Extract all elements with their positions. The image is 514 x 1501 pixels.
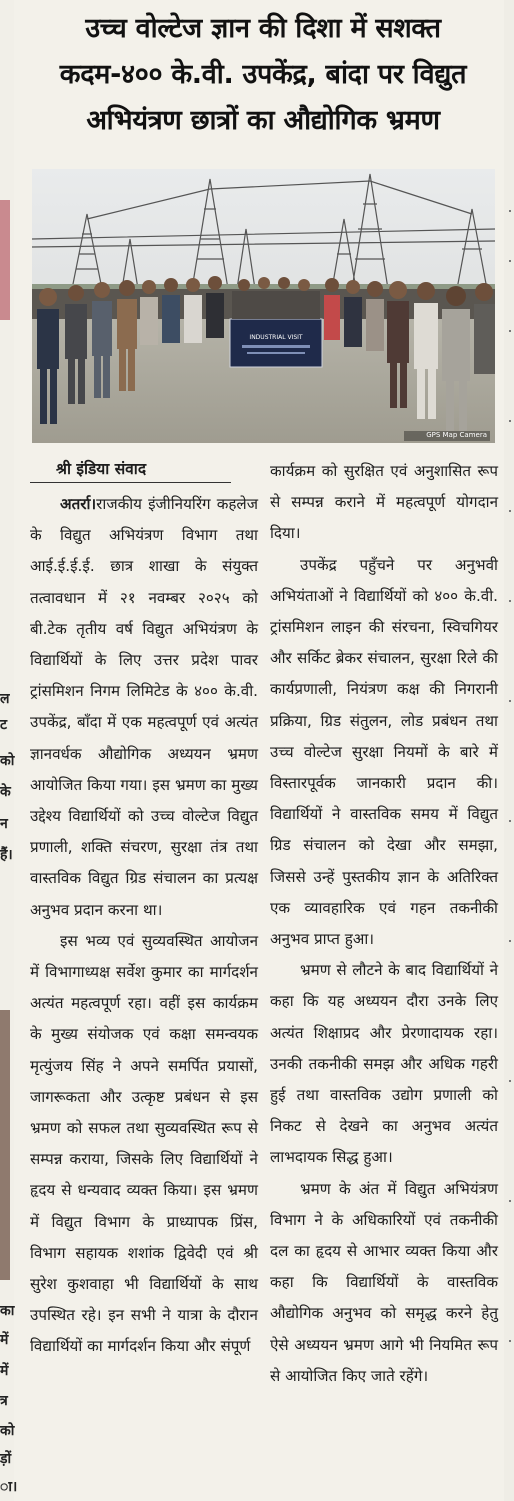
banner-text: INDUSTRIAL VISIT: [249, 334, 303, 341]
adjacent-text-fragment: ड़ों: [0, 1451, 12, 1467]
adjacent-text-fragment: ल: [0, 691, 10, 707]
adjacent-text-fragment: में: [0, 1363, 9, 1379]
headline-line: कदम-४०० के.वी. उपकेंद्र, बांदा पर विद्युत: [59, 59, 467, 90]
adjacent-column-left: [0, 0, 18, 1501]
adjacent-text-fragment: में: [0, 1332, 9, 1348]
paragraph: इस भव्य एवं सुव्यवस्थित आयोजन में विभागाध्यक्ष सर्वेश कुमार का मार्गदर्शन अत्यंत महत्वपूर्ण रहा। वहीं इस कार्यक्रम के मुख्य संयोजक एवं कक्षा समन्वयक मृत्युंजय सिंह ने अपने समर्पित प्रयासों, जागरूकता और उत्कृष्ट प्रबंधन से इस भ्रमण को सफल तथा सुव्यवस्थित रूप से सम्पन्न कराया, जिसके लिए विद्यार्थियों ने हृदय से धन्यवाद व्यक्त किया। इस भ्रमण में विद्युत विभाग के प्राध्यापक प्रिंस, विभाग सहायक शशांक द्विवेदी एवं श्री सुरेश कुशवाहा भी विद्यार्थियों के साथ उपस्थित रहे। इन सभी ने यात्रा के दौरान विद्यार्थियों का मार्गदर्शन किया और संपूर्ण: [30, 931, 258, 1356]
group-photo: [32, 169, 495, 443]
article-column-right: [270, 456, 498, 1392]
dateline: अतर्रा।: [60, 495, 97, 513]
byline: श्री इंडिया संवाद: [30, 456, 231, 483]
article-column-left: [30, 456, 258, 1363]
paragraph: उपकेंद्र पहुँचने पर अनुभवी अभियंताओं ने विद्यार्थियों को ४०० के.वी. ट्रांसमिशन लाइन की संरचना, स्विचगियर और सर्किट ब्रेकर संचालन, सुरक्षा रिले की कार्यप्रणाली, नियंत्रण कक्ष की निगरानी प्रक्रिया, ग्रिड संतुलन, लोड प्रबंधन तथा उच्च वोल्टेज सुरक्षा नियमों के बारे में विस्तारपूर्वक जानकारी प्रदान की। विद्यार्थियों ने वास्तविक समय में विद्युत ग्रिड संचालन को देखा और समझा, जिससे उन्हें पुस्तकीय ज्ञान के अतिरिक्त एक व्यावहारिक एवं गहन तकनीकी अनुभव प्राप्त हुआ।: [270, 555, 498, 949]
paragraph: भ्रमण के अंत में विद्युत अभियंत्रण विभाग ने के अधिकारियों एवं तकनीकी दल का हृदय से आभार व्यक्त किया और कहा कि विद्यार्थियों के वास्तविक औद्योगिक अनुभव को समृद्ध करने हेतु ऐसे अध्ययन भ्रमण आगे भी नियमित रूप से आयोजित किए जाते रहेंगे।: [270, 1179, 498, 1385]
adjacent-text-fragment: हैं।: [0, 847, 13, 863]
adjacent-photo-fragment: [0, 200, 10, 320]
adjacent-column-right: [504, 0, 514, 1501]
paragraph: कार्यक्रम को सुरक्षित एवं अनुशासित रूप से सम्पन्न कराने में महत्वपूर्ण योगदान दिया।: [270, 462, 498, 543]
article-headline: [28, 6, 498, 144]
paragraph: [30, 489, 258, 926]
adjacent-text-fragment: न: [0, 816, 8, 832]
paragraph: भ्रमण से लौटने के बाद विद्यार्थियों ने कहा कि यह अध्ययन दौरा उनके लिए अत्यंत शिक्षाप्रद और प्रेरणादायक रहा। उनकी तकनीकी समझ और अधिक गहरी हुई तथा वास्तविक उद्योग प्रणाली को निकट से देखने का अनुभव अत्यंत लाभदायक सिद्ध हुआ।: [270, 961, 498, 1167]
adjacent-text-fragment: ा।: [0, 1479, 18, 1495]
adjacent-text-fragment: ट: [0, 717, 8, 733]
adjacent-text-fragment: को: [0, 753, 15, 769]
adjacent-text-fragment: के: [0, 784, 11, 800]
adjacent-text-fragment: को: [0, 1423, 15, 1439]
adjacent-text-fragment: का: [0, 1303, 15, 1319]
adjacent-text-fragment: त्र: [0, 1393, 8, 1409]
substation-photo-illustration: [32, 169, 495, 443]
camera-watermark: GPS Map Camera: [426, 431, 487, 439]
headline-line: उच्च वोल्टेज ज्ञान की दिशा में सशक्त: [85, 13, 441, 44]
adjacent-photo-fragment: [0, 1010, 10, 1280]
headline-line: अभियंत्रण छात्रों का औद्योगिक भ्रमण: [86, 105, 440, 136]
paragraph-text: राजकीय इंजीनियरिंग कहलेज के विद्युत अभियंत्रण विभाग तथा आई.ई.ई.ई. छात्र शाखा के संयुक्त तत्वावधान में २१ नवम्बर २०२५ को बी.टेक तृतीय वर्ष विद्युत अभियंत्रण के विद्यार्थियों के लिए उत्तर प्रदेश पावर ट्रांसमिशन निगम लिमिटेड के ४०० के.वी. उपकेंद्र, बाँदा में एक महत्वपूर्ण एवं अत्यंत ज्ञानवर्धक औद्योगिक अध्ययन भ्रमण आयोजित किया गया। इस भ्रमण का मुख्य उद्देश्य विद्यार्थियों को उच्च वोल्टेज विद्युत प्रणाली, शक्ति संचरण, सुरक्षा तंत्र तथा वास्तविक विद्युत ग्रिड संचालन का प्रत्यक्ष अनुभव प्रदान करना था।: [30, 495, 258, 919]
